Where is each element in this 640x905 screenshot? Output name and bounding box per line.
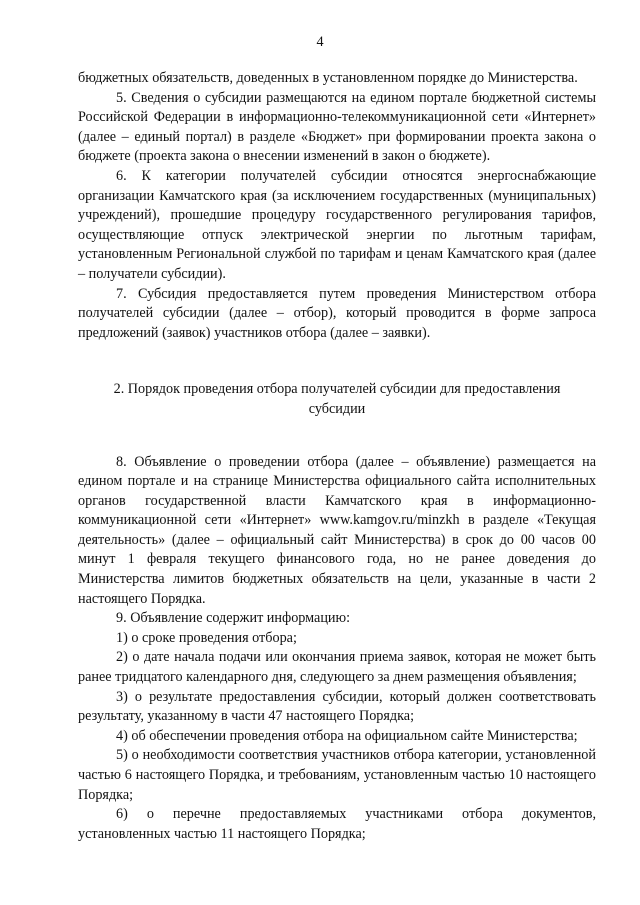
document-body [78, 69, 596, 844]
paragraph-5: 5. Сведения о субсидии размещаются на едином портале бюджетной системы Российской Федерации в информационно-телекоммуникационной сети «Интернет» (далее – единый портал) в разделе «Бюджет» при формировании проекта закона о бюджете (проекта закона о внесении изменений в закон о бюджете). [78, 89, 596, 165]
list-item-6: 6) о перечне предоставляемых участниками отбора документов, установленных частью 11 настоящего Порядка; [78, 806, 596, 842]
list-item-5: 5) о необходимости соответствия участников отбора категории, установленной частью 6 настоящего Порядка, и требованиям, установленным частью 10 настоящего Порядка; [78, 747, 596, 803]
list-item-4: 4) об обеспечении проведения отбора на официальном сайте Министерства; [116, 727, 578, 744]
paragraph-7: 7. Субсидия предоставляется путем проведения Министерством отбора получателей субсидии (далее – отбор), который проводится в форме запроса предложений (заявок) участников отбора (далее – заявки). [78, 285, 596, 341]
paragraph-8: 8. Объявление о проведении отбора (далее – объявление) размещается на едином портале и на странице Министерства официального сайта исполнительных органов государственной власти Камчатского края в информационно-коммуникационной сети «Интернет» www.kamgov.ru/minzkh в разделе «Текущая деятельность» (далее – официальный сайт Министерства) в срок до 00 часов 00 минут 1 февраля текущего финансового года, но не ранее доведения до Министерства лимитов бюджетных обязательств на цели, указанные в части 2 настоящего Порядка. [78, 453, 596, 607]
paragraph-9: 9. Объявление содержит информацию: [116, 610, 351, 627]
paragraph-6: 6. К категории получателей субсидии относятся энергоснабжающие организации Камчатского края (за исключением государственных (муниципальных) учреждений), прошедшие процедуру государственного регулирования тарифов, осуществляющие отпуск электрической энергии по льготным тарифам, установленным Региональной службой по тарифам и ценам Камчатского края (далее – получатели субсидии). [78, 167, 596, 282]
list-item-2: 2) о дате начала подачи или окончания приема заявок, которая не может быть ранее тридцатого календарного дня, следующего за днем размещения объявления; [78, 649, 596, 686]
page-number: 4 [316, 34, 324, 50]
list-item-1: 1) о сроке проведения отбора; [116, 629, 297, 646]
list-item-3: 3) о результате предоставления субсидии, который должен соответствовать результату, указанному в части 47 настоящего Порядка; [78, 688, 596, 725]
paragraph-continuation: бюджетных обязательств, доведенных в установленном порядке до Министерства. [78, 70, 578, 86]
section-title: 2. Порядок проведения отбора получателей субсидии для предоставления субсидии [113, 381, 561, 417]
